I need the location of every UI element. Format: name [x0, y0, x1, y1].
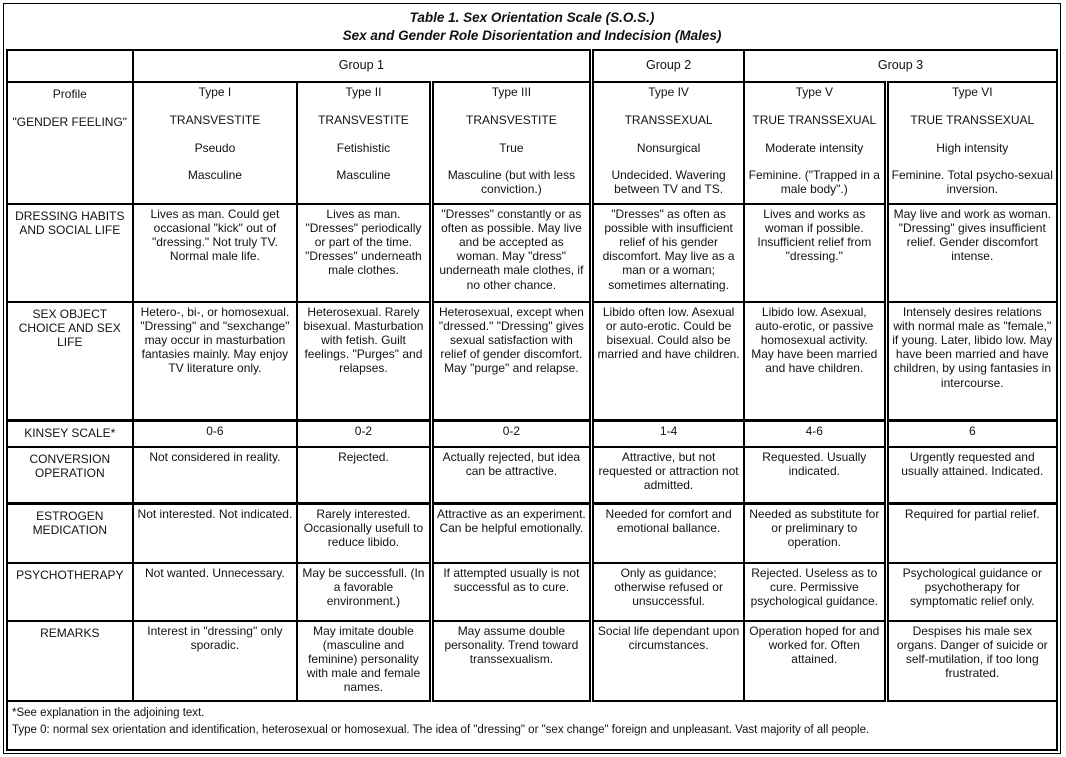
cell: Not interested. Not indicated.	[133, 503, 298, 563]
title-row	[7, 6, 1057, 50]
row-label: CONVERSION OPERATION	[7, 447, 133, 504]
table-row-psychotherapy	[7, 563, 1057, 621]
cell: Lives as man. "Dresses" periodically or part of the time. "Dresses" underneath male clothes.	[297, 204, 431, 302]
cell: 0-2	[297, 420, 431, 447]
table-title-line1: Table 1. Sex Orientation Scale (S.O.S.)	[409, 10, 655, 25]
cell: Rejected. Useless as to cure. Permissive psychological guidance.	[744, 563, 886, 621]
cell: Needed as substitute for or preliminary to operation.	[744, 503, 886, 563]
table-row-sex-object	[7, 302, 1057, 421]
cell: Interest in "dressing" only sporadic.	[133, 621, 298, 701]
cell: Lives and works as woman if possible. Insufficient relief from "dressing."	[744, 204, 886, 302]
table-row-conversion	[7, 447, 1057, 504]
row-label: REMARKS	[7, 621, 133, 701]
row-label: ESTROGEN MEDICATION	[7, 503, 133, 563]
cell: Libido often low. Asexual or auto-erotic. Could be bisexual. Could also be married and have children.	[592, 302, 744, 421]
footnote-line2: Type 0: normal sex orientation and identification, heterosexual or homosexual. The idea of "dressing" or "sex change" foreign and unpleasant. Vast majority of all people.	[12, 723, 870, 736]
type-header-1: Type I TRANSVESTITE Pseudo Masculine	[133, 82, 298, 204]
footnote-line1: *See explanation in the adjoining text.	[12, 706, 205, 719]
cell: Heterosexual. Rarely bisexual. Masturbation with fetish. Guilt feelings. "Purges" and relapses.	[297, 302, 431, 421]
table-title-line2: Sex and Gender Role Disorientation and Indecision (Males)	[342, 27, 722, 43]
cell: Requested. Usually indicated.	[744, 447, 886, 504]
group-corner-cell	[7, 50, 133, 82]
row-label: DRESSING HABITS AND SOCIAL LIFE	[7, 204, 133, 302]
table-row-remarks	[7, 621, 1057, 701]
cell: Despises his male sex organs. Danger of suicide or self-mutilation, if too long frustrated.	[886, 621, 1057, 701]
cell: 0-6	[133, 420, 298, 447]
cell: "Dresses" constantly or as often as possible. May live and be accepted as woman. May "dress" underneath male clothes, if no other chance.	[431, 204, 592, 302]
group-2-header: Group 2	[592, 50, 744, 82]
cell: May imitate double (masculine and feminine) personality with male and female names.	[297, 621, 431, 701]
cell: May be successfull. (In a favorable environment.)	[297, 563, 431, 621]
cell: Social life dependant upon circumstances.	[592, 621, 744, 701]
cell: 6	[886, 420, 1057, 447]
row-label: KINSEY SCALE*	[7, 420, 133, 447]
type-header-5: Type V TRUE TRANSSEXUAL Moderate intensity Feminine. ("Trapped in a male body".)	[744, 82, 886, 204]
row-label-profile	[7, 82, 133, 204]
cell: Operation hoped for and worked for. Often attained.	[744, 621, 886, 701]
cell: May live and work as woman. "Dressing" gives insufficient relief. Gender discomfort intense.	[886, 204, 1057, 302]
footnote	[7, 701, 1057, 750]
cell: Hetero-, bi-, or homosexual. "Dressing" and "sexchange" may occur in masturbation fantasies mainly. May enjoy TV literature only.	[133, 302, 298, 421]
table-row-estrogen	[7, 503, 1057, 563]
group-3-header: Group 3	[744, 50, 1057, 82]
table-row-kinsey	[7, 420, 1057, 447]
cell: Attractive as an experiment. Can be helpful emotionally.	[431, 503, 592, 563]
row-label: SEX OBJECT CHOICE AND SEX LIFE	[7, 302, 133, 421]
type-header-6: Type VI TRUE TRANSSEXUAL High intensity Feminine. Total psycho-sexual inversion.	[886, 82, 1057, 204]
cell: Attractive, but not requested or attraction not admitted.	[592, 447, 744, 504]
cell: Only as guidance; otherwise refused or unsuccessful.	[592, 563, 744, 621]
type-header-4: Type IV TRANSSEXUAL Nonsurgical Undecided. Wavering between TV and TS.	[592, 82, 744, 204]
profile-label-line2: "GENDER FEELING"	[12, 115, 128, 129]
cell: 1-4	[592, 420, 744, 447]
group-header-row	[7, 50, 1057, 82]
page-frame	[3, 3, 1061, 754]
type-header-3: Type III TRANSVESTITE True Masculine (but with less conviction.)	[431, 82, 592, 204]
cell: 0-2	[431, 420, 592, 447]
cell: Intensely desires relations with normal male as "female," if young. Later, libido low. May have been married and have children, by using fantasies in intercourse.	[886, 302, 1057, 421]
table-title	[7, 6, 1057, 50]
cell: Urgently requested and usually attained. Indicated.	[886, 447, 1057, 504]
cell: Not wanted. Unnecessary.	[133, 563, 298, 621]
cell: Psychological guidance or psychotherapy for symptomatic relief only.	[886, 563, 1057, 621]
cell: Actually rejected, but idea can be attractive.	[431, 447, 592, 504]
cell: 4-6	[744, 420, 886, 447]
cell: Heterosexual, except when "dressed." "Dressing" gives sexual satisfaction with relief of gender discomfort. May "purge" and relapse.	[431, 302, 592, 421]
profile-row	[7, 82, 1057, 204]
footnote-row	[7, 701, 1057, 750]
cell: Rejected.	[297, 447, 431, 504]
cell: "Dresses" as often as possible with insufficient relief of his gender discomfort. May live as a man or a woman; sometimes alternating.	[592, 204, 744, 302]
cell: If attempted usually is not successful as to cure.	[431, 563, 592, 621]
cell: Lives as man. Could get occasional "kick" out of "dressing." Not truly TV. Normal male life.	[133, 204, 298, 302]
table-row-dressing	[7, 204, 1057, 302]
row-label: PSYCHOTHERAPY	[7, 563, 133, 621]
cell: Not considered in reality.	[133, 447, 298, 504]
cell: May assume double personality. Trend toward transsexualism.	[431, 621, 592, 701]
profile-label-line1: Profile	[52, 86, 87, 101]
cell: Needed for comfort and emotional ballance.	[592, 503, 744, 563]
type-header-2: Type II TRANSVESTITE Fetishistic Masculine	[297, 82, 431, 204]
sos-table	[6, 6, 1058, 751]
cell: Rarely interested. Occasionally usefull to reduce libido.	[297, 503, 431, 563]
cell: Libido low. Asexual, auto-erotic, or passive homosexual activity. May have been married and have children.	[744, 302, 886, 421]
cell: Required for partial relief.	[886, 503, 1057, 563]
group-1-header: Group 1	[133, 50, 592, 82]
